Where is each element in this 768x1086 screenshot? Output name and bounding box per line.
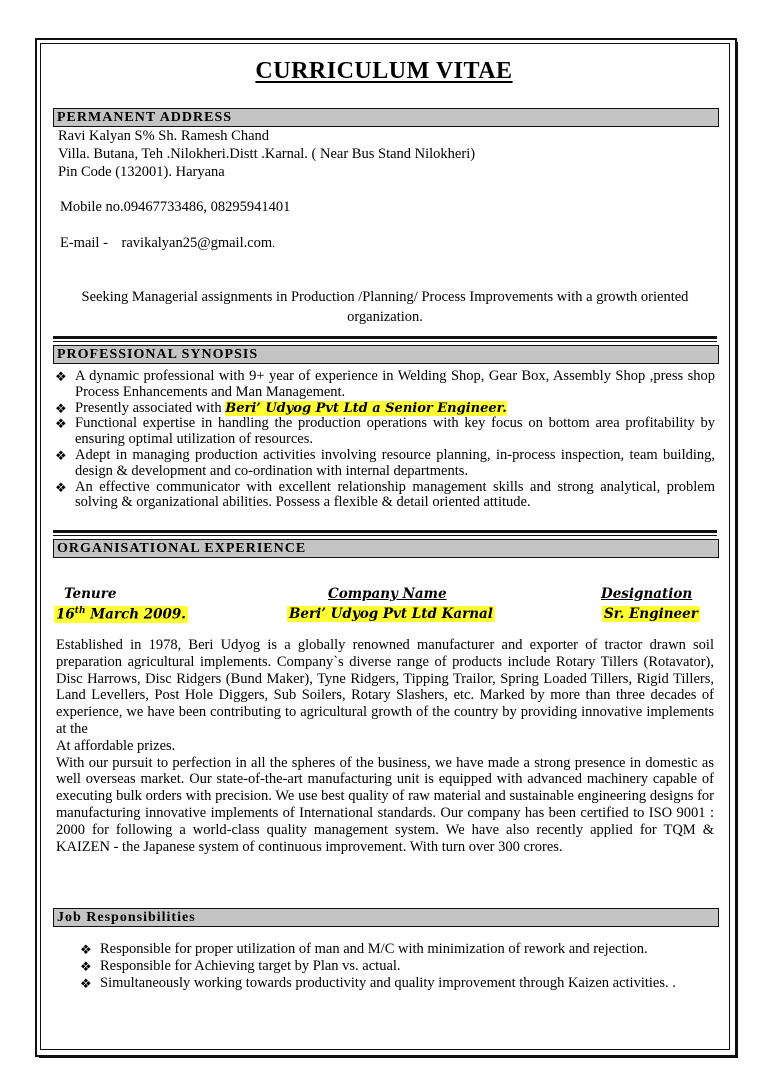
tenure-value: 16th March 2009. xyxy=(56,606,187,623)
mobile-number: Mobile no.09467733486, 08295941401 xyxy=(60,199,291,215)
company-value: Beri’ Udyog Pvt Ltd Karnal xyxy=(289,606,493,622)
diamond-bullet-icon: ❖ xyxy=(55,479,67,495)
section-rule-thin xyxy=(53,535,717,536)
email-address: ravikalyan25@gmail.com xyxy=(121,235,273,251)
responsibility-item: ❖ Simultaneously working towards productivity and quality improvement through Kaizen activities. . xyxy=(80,975,676,991)
synopsis-item: ❖ An effective communicator with excellent relationship management skills and strong analytical, problem solving & organizational abilities. Possess a flexible & detail oriented attitude. xyxy=(55,478,715,511)
address-line-3: Pin Code (132001). Haryana xyxy=(58,164,225,180)
diamond-bullet-icon: ❖ xyxy=(80,942,92,957)
diamond-bullet-icon: ❖ xyxy=(55,447,67,463)
synopsis-item: ❖ Presently associated with Beri’ Udyog Pvt Ltd a Senior Engineer. xyxy=(55,399,507,416)
responsibilities-list xyxy=(80,941,720,992)
responsibility-item: ❖ Responsible for proper utilization of man and M/C with minimization of rework and rejection. xyxy=(80,941,648,957)
company-description: Established in 1978, Beri Udyog is a globally renowned manufacturer and exporter of tractor drawn soil preparation agricultural implements. Company`s diverse range of products include Rotary Tillers (Rotavator), Disc Harrows, Disc Ridgers (Bund Maker), Tyne Ridgers, Tipping Trailor, Spring Loaded Tillers, Rigid Tillers, Land Levellers, Post Hole Diggers, Sub Soilers, Rotary Slashers, etc. Marked by more than three decades of experience, we have been contributing to agricultural growth of the country by providing innovative implements at the At affordable prizes. With our pursuit to perfection in all the spheres of the business, we have made a strong presence in domestic as well overseas market. Our state-of-the-art manufacturing unit is equipped with advanced machinery capable of executing bulk orders with precision. We use best quality of raw material and sustainable engineering designs for manufacturing innovative implements of International standards. Our company has been certified to ISO 9001 : 2000 for following a world-class quality management system. We have also recently applied for TQM & KAIZEN - the Japanese system of continuous improvement. With turn over 300 crores. xyxy=(56,637,714,855)
section-rule-thick xyxy=(53,336,717,339)
current-employer-highlight: Beri’ Udyog Pvt Ltd a Senior Engineer. xyxy=(225,400,507,416)
section-header-synopsis: PROFESSIONAL SYNOPSIS xyxy=(53,345,719,364)
section-header-experience: ORGANISATIONAL EXPERIENCE xyxy=(53,539,719,558)
responsibility-item: ❖ Responsible for Achieving target by Plan vs. actual. xyxy=(80,958,401,974)
diamond-bullet-icon: ❖ xyxy=(80,976,92,991)
diamond-bullet-icon: ❖ xyxy=(55,416,67,432)
column-tenure: Tenure xyxy=(64,586,117,602)
synopsis-list xyxy=(55,369,715,511)
diamond-bullet-icon: ❖ xyxy=(55,400,67,416)
email-trailing-dot: . xyxy=(272,238,275,250)
diamond-bullet-icon: ❖ xyxy=(80,959,92,974)
section-header-address: PERMANENT ADDRESS xyxy=(53,108,719,127)
email-row xyxy=(60,235,275,253)
document-title: CURRICULUM VITAE xyxy=(255,58,513,84)
section-rule-thin xyxy=(53,341,717,342)
designation-value: Sr. Engineer xyxy=(604,606,698,622)
column-designation: Designation xyxy=(601,586,693,602)
synopsis-item: ❖ Adept in managing production activities involving resource planning, in-process inspection, team building, design & development and co-ordination with internal departments. xyxy=(55,446,715,479)
column-company-name: Company Name xyxy=(328,586,447,602)
email-label: E-mail - xyxy=(60,235,108,251)
synopsis-item: ❖ A dynamic professional with 9+ year of experience in Welding Shop, Gear Box, Assembly Shop ,press shop Process Enhancements and Man Management. xyxy=(55,368,715,400)
address-line-2: Villa. Butana, Teh .Nilokheri.Distt .Karnal. ( Near Bus Stand Nilokheri) xyxy=(58,146,476,162)
page-shadow-right xyxy=(735,42,738,1057)
section-rule-thick xyxy=(53,530,717,533)
diamond-bullet-icon: ❖ xyxy=(55,369,67,384)
page-shadow-bottom xyxy=(39,1055,738,1058)
synopsis-item: ❖ Functional expertise in handling the production operations with key focus on bottom area profitability by ensuring optimal utilization of resources. xyxy=(55,415,715,448)
career-objective: Seeking Managerial assignments in Production /Planning/ Process Improvements with a growth oriented organization. xyxy=(81,289,689,325)
address-line-1: Ravi Kalyan S% Sh. Ramesh Chand xyxy=(58,128,270,144)
section-header-responsibilities: Job Responsibilities xyxy=(53,908,719,927)
